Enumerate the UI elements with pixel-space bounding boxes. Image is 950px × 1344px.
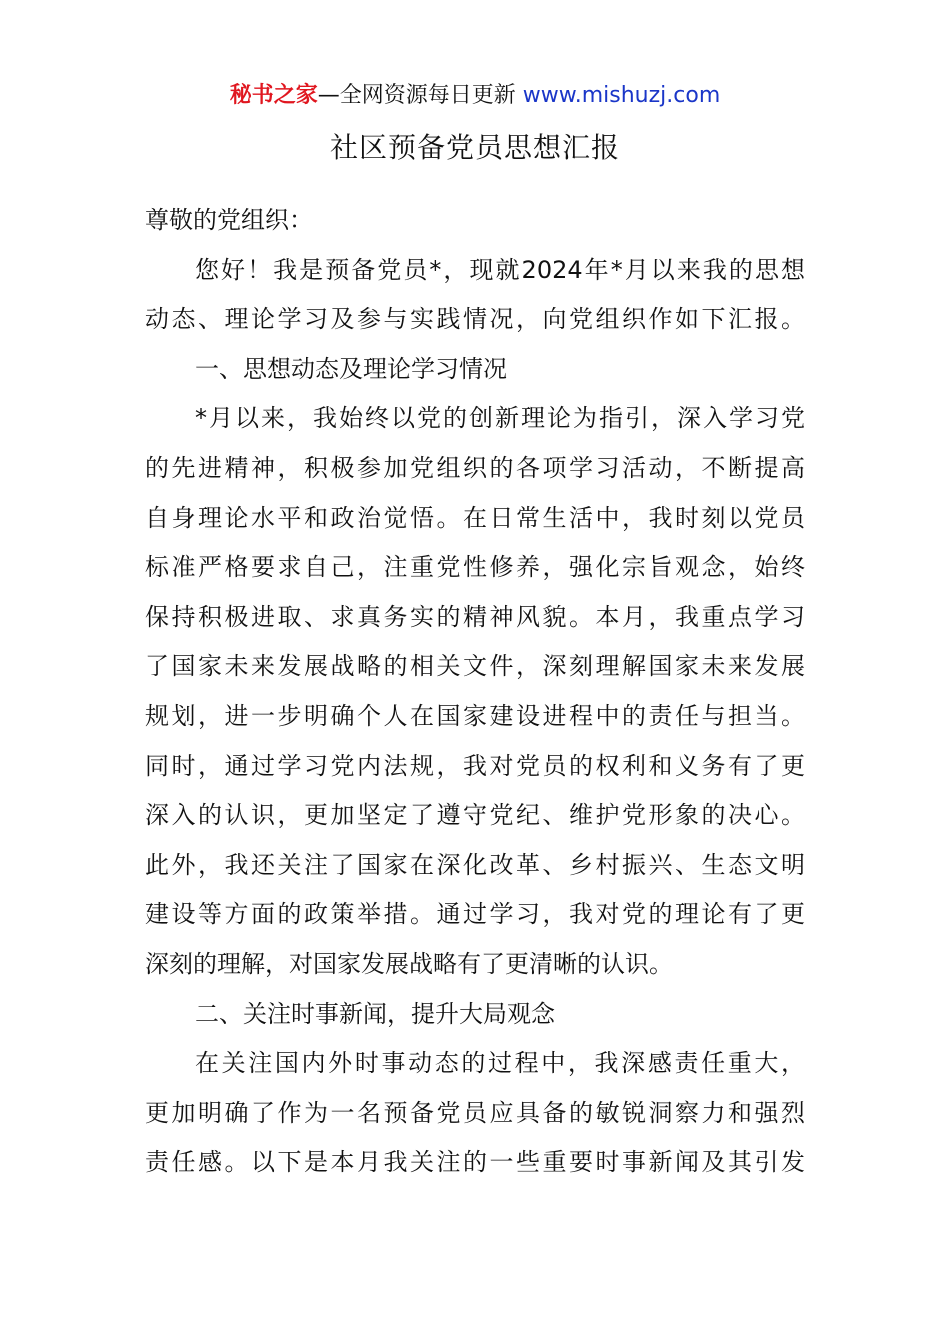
body-line: 在关注国内外时事动态的过程中，我深感责任重大， (195, 1049, 805, 1078)
body-line: 标准严格要求自己，注重党性修养，强化宗旨观念，始终 (145, 553, 805, 582)
body-line: 的先进精神，积极参加党组织的各项学习活动，不断提高 (145, 453, 805, 482)
body-line: 一、思想动态及理论学习情况 (195, 354, 507, 383)
body-line: 二、关注时事新闻，提升大局观念 (195, 999, 555, 1028)
body-line: 尊敬的党组织： (145, 206, 313, 234)
site-tagline: —全网资源每日更新 (317, 83, 523, 108)
body-line: 同时，通过学习党内法规，我对党员的权利和义务有了更 (145, 751, 805, 780)
body-line: 动态、理论学习及参与实践情况，向党组织作如下汇报。 (145, 305, 805, 334)
body-line: 责任感。以下是本月我关注的一些重要时事新闻及其引发 (145, 1148, 805, 1177)
body-line: 自身理论水平和政治觉悟。在日常生活中，我时刻以党员 (145, 503, 805, 532)
body-line: 深入的认识，更加坚定了遵守党纪、维护党形象的决心。 (145, 801, 805, 830)
body-line: 建设等方面的政策举措。通过学习，我对党的理论有了更 (145, 900, 805, 929)
body-line: 您好！我是预备党员*，现就2024年*月以来我的思想 (195, 255, 805, 284)
body-line: 深刻的理解，对国家发展战略有了更清晰的认识。 (145, 949, 673, 978)
body-line: 规划，进一步明确个人在国家建设进程中的责任与担当。 (145, 701, 805, 730)
site-brand: 秘书之家 (229, 83, 318, 108)
site-header (0, 80, 950, 112)
site-url-link[interactable]: www.mishuzj.com (522, 83, 721, 108)
body-line: 了国家未来发展战略的相关文件，深刻理解国家未来发展 (145, 652, 805, 681)
body-line: *月以来，我始终以党的创新理论为指引，深入学习党 (195, 404, 805, 433)
body-line: 保持积极进取、求真务实的精神风貌。本月，我重点学习 (145, 602, 805, 631)
document-title: 社区预备党员思想汇报 (329, 131, 620, 164)
document-body (145, 196, 805, 1188)
body-line: 此外，我还关注了国家在深化改革、乡村振兴、生态文明 (145, 850, 805, 879)
body-line: 更加明确了作为一名预备党员应具备的敏锐洞察力和强烈 (145, 1098, 805, 1127)
